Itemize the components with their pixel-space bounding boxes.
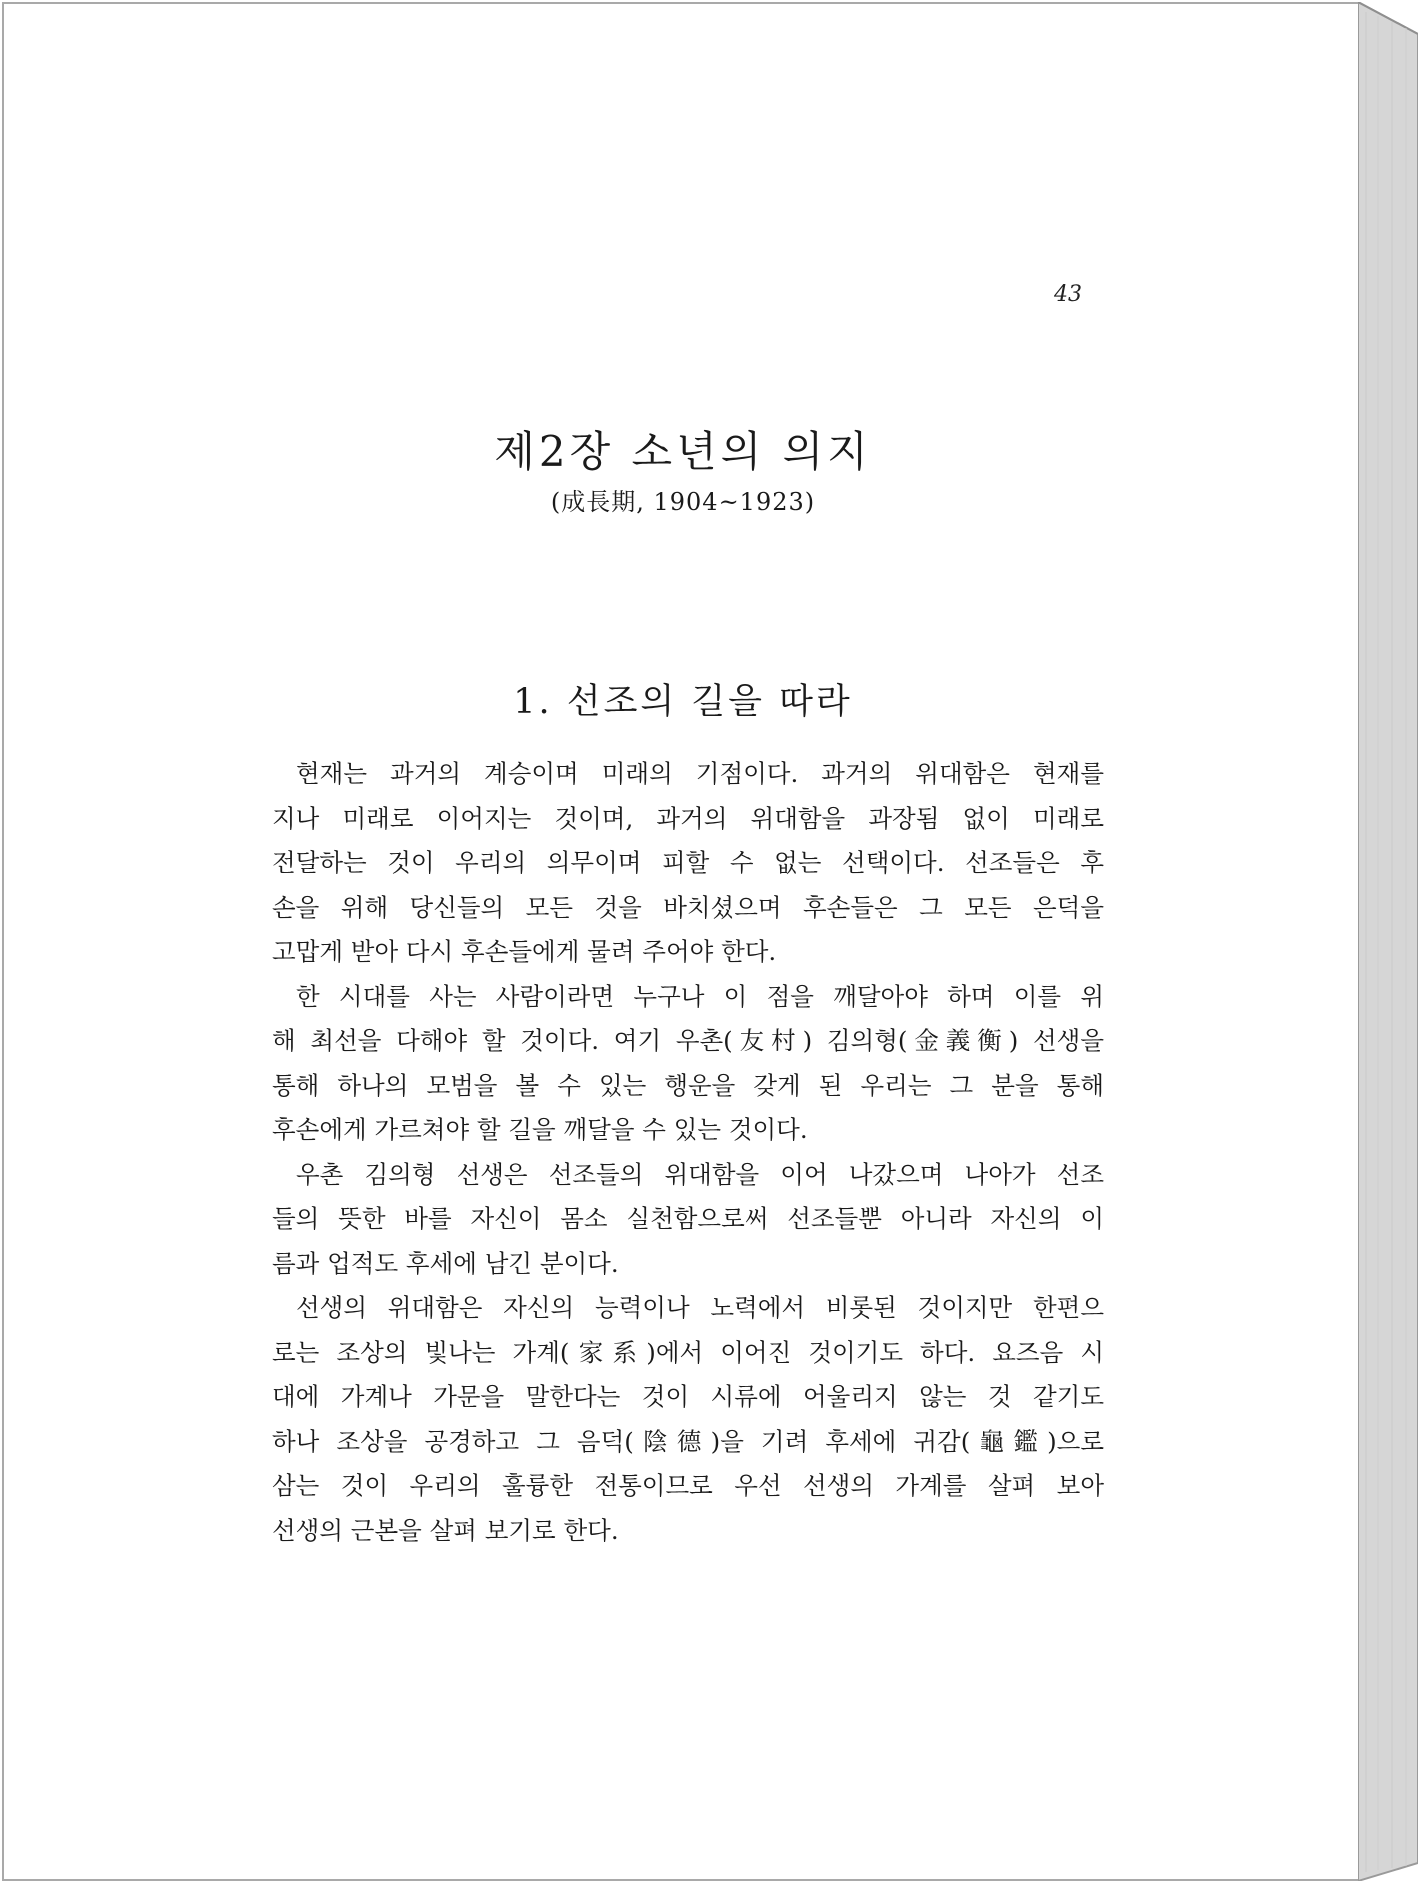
text-line: 름과 업적도 후세에 남긴 분이다. [272,1248,619,1278]
chapter-subtitle: (成長期, 1904~1923) [550,488,816,516]
chapter-title: 제2장 소년의 의지 [494,427,872,476]
text-line: 우촌 김의형 선생은 선조들의 위대함을 이어 나갔으며 나아가 선조 [296,1159,1104,1189]
page-edge-graphic [1358,2,1418,1881]
text-line: 대에 가계나 가문을 말한다는 것이 시류에 어울리지 않는 것 같기도 [272,1382,1104,1411]
text-line: 선생의 근본을 살펴 보기로 한다. [272,1515,619,1545]
text-line: 후손에게 가르쳐야 할 길을 깨달을 수 있는 것이다. [272,1115,808,1144]
text-line: 현재는 과거의 계승이며 미래의 기점이다. 과거의 위대함은 현재를 [296,759,1104,788]
text-line: 한 시대를 사는 사람이라면 누구나 이 점을 깨달아야 하며 이를 위 [296,981,1104,1011]
text-line: 삼는 것이 우리의 훌륭한 전통이므로 우선 선생의 가계를 살펴 보아 [272,1471,1104,1500]
text-line: 로는 조상의 빛나는 가계(家系)에서 이어진 것이기도 하다. 요즈음 시 [272,1337,1104,1367]
section-title: 1. 선조의 길을 따라 [513,682,853,722]
text-line: 지나 미래로 이어지는 것이며, 과거의 위대함을 과장됨 없이 미래로 [272,803,1104,833]
text-line: 하나 조상을 공경하고 그 음덕(陰德)을 기려 후세에 귀감(龜鑑)으로 [272,1426,1104,1456]
page-number: 43 [1054,282,1082,307]
book-page [2,2,1360,1881]
text-line: 고맙게 받아 다시 후손들에게 물려 주어야 한다. [272,937,777,966]
text-line: 선생의 위대함은 자신의 능력이나 노력에서 비롯된 것이지만 한편으 [296,1293,1104,1322]
text-line: 전달하는 것이 우리의 의무이며 피할 수 없는 선택이다. 선조들은 후 [272,848,1104,877]
text-line: 손을 위해 당신들의 모든 것을 바치셨으며 후손들은 그 모든 은덕을 [272,892,1104,922]
text-line: 해 최선을 다해야 할 것이다. 여기 우촌(友村) 김의형(金義衡) 선생을 [272,1026,1104,1055]
page-edge [1358,2,1418,1881]
body-text [272,752,1104,1553]
text-line: 들의 뜻한 바를 자신이 몸소 실천함으로써 선조들뿐 아니라 자신의 이 [272,1204,1104,1233]
text-line: 통해 하나의 모범을 볼 수 있는 행운을 갖게 된 우리는 그 분을 통해 [272,1070,1104,1100]
